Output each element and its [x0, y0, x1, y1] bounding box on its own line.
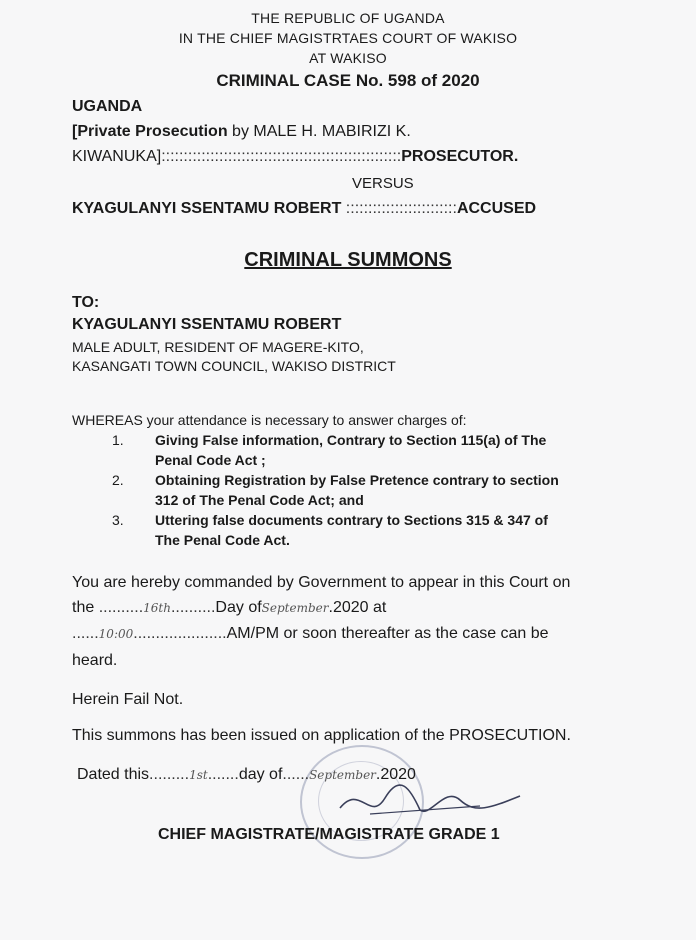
command-the: the — [72, 599, 99, 616]
prosecutor-first-names: by MALE H. MABIRIZI K. — [227, 123, 411, 140]
charge-2-line-1: Obtaining Registration by False Pretence contrary to section — [155, 472, 559, 488]
charge-3-line-2: The Penal Code Act. — [155, 532, 290, 548]
time-rest: AM/PM or soon thereafter as the case can be — [226, 625, 549, 642]
day-of-label: Day of — [215, 599, 262, 616]
command-line-4: heard. — [72, 652, 118, 669]
state-party: UGANDA — [72, 98, 143, 115]
dated-dots-b: ....... — [207, 766, 239, 783]
charge-3-line-1: Uttering false documents contrary to Sections 315 & 347 of — [155, 512, 548, 528]
day-dots-a: .......... — [98, 599, 144, 616]
signature-stroke-1 — [340, 785, 520, 811]
case-number: CRIMINAL CASE No. 598 of 2020 — [216, 71, 480, 90]
dated-year: .2020 — [375, 766, 416, 783]
dated-day-handwritten: 1st — [189, 768, 208, 782]
command-line-3 — [72, 625, 549, 643]
signatory-title: CHIEF MAGISTRATE/MAGISTRATE GRADE 1 — [158, 826, 500, 843]
fail-not-line: Herein Fail Not. — [72, 691, 184, 708]
private-prosecution-line — [72, 123, 411, 141]
charge-2-line-2: 312 of The Penal Code Act; and — [155, 492, 364, 508]
prosecutor-name: KIWANUKA] — [72, 148, 162, 165]
appearance-month-handwritten: September — [261, 601, 329, 615]
prosecutor-line — [72, 148, 518, 166]
day-dots-b: .......... — [170, 599, 216, 616]
addressee-line-1: MALE ADULT, RESIDENT OF MAGERE-KITO, — [72, 339, 364, 355]
command-line-2 — [72, 599, 386, 617]
charge-1-line-2: Penal Code Act ; — [155, 452, 266, 468]
time-dots-a: ...... — [72, 625, 99, 642]
dated-dots-a: ......... — [149, 766, 190, 783]
prosecutor-dots: :::::::::::::::::::::::::::::::::::::::::::::::::::::: — [161, 148, 402, 165]
addressee-line-2: KASANGATI TOWN COUNCIL, WAKISO DISTRICT — [72, 358, 396, 374]
time-dots-b: ..................... — [133, 625, 227, 642]
accused-line — [72, 200, 536, 218]
addressee-name: KYAGULANYI SSENTAMU ROBERT — [72, 316, 342, 333]
prosecutor-role: PROSECUTOR. — [401, 148, 519, 165]
appearance-day-handwritten: 16th — [143, 601, 171, 615]
charge-1-line-1: Giving False information, Contrary to Section 115(a) of The — [155, 432, 547, 448]
charge-3-number: 3. — [112, 512, 124, 528]
command-line-1: You are hereby commanded by Government to appear in this Court on — [72, 574, 571, 591]
court-location: AT WAKISO — [309, 50, 387, 66]
charge-1-number: 1. — [112, 432, 124, 448]
document-title: CRIMINAL SUMMONS — [244, 249, 452, 271]
signature-scribble — [330, 778, 530, 828]
dated-dots-c: ...... — [282, 766, 310, 783]
to-label: TO: — [72, 294, 100, 311]
accused-dots: ::::::::::::::::::::::::: — [345, 200, 457, 217]
dated-month-handwritten: September — [309, 768, 376, 782]
private-prosecution-prefix: [Private Prosecution — [72, 123, 228, 140]
charge-2-number: 2. — [112, 472, 124, 488]
accused-role: ACCUSED — [456, 200, 537, 217]
dated-mid: day of — [238, 766, 283, 783]
versus-label: VERSUS — [352, 175, 414, 192]
charges-intro: WHEREAS your attendance is necessary to answer charges of: — [72, 412, 467, 428]
appearance-year: .2020 at — [328, 599, 387, 616]
accused-name: KYAGULANYI SSENTAMU ROBERT — [72, 200, 346, 217]
appearance-time-handwritten: 10:00 — [98, 627, 134, 641]
dated-prefix: Dated this — [77, 766, 150, 783]
issued-line: This summons has been issued on application of the PROSECUTION. — [72, 727, 571, 744]
signature-stroke-2 — [370, 806, 480, 814]
court-heading: IN THE CHIEF MAGISTRTAES COURT OF WAKISO — [178, 30, 518, 46]
republic-heading: THE REPUBLIC OF UGANDA — [251, 10, 445, 26]
